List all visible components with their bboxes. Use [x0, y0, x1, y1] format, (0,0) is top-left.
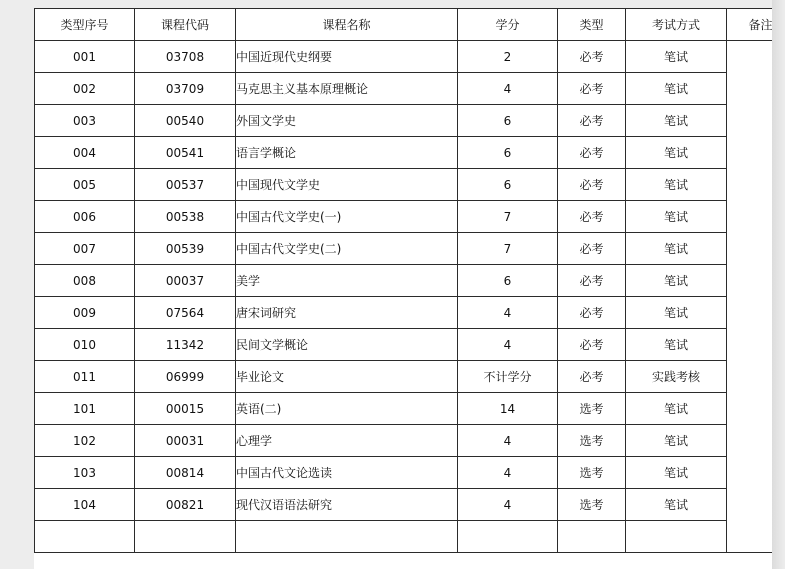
cell-exam: 实践考核: [626, 361, 727, 393]
cell-name: 中国古代文学史(一): [236, 201, 458, 233]
header-name: 课程名称: [236, 9, 458, 41]
cell-exam: 笔试: [626, 265, 727, 297]
course-table: [34, 8, 772, 553]
cell-name: 美学: [236, 265, 458, 297]
cell-type: 必考: [558, 73, 626, 105]
cell-code: 00821: [135, 489, 236, 521]
cell-seq: 009: [35, 297, 135, 329]
cell-seq: 004: [35, 137, 135, 169]
cell-seq: 008: [35, 265, 135, 297]
cell-name: 英语(二): [236, 393, 458, 425]
cell-credit: 2: [458, 41, 558, 73]
cell-credit: [458, 521, 558, 553]
header-credit: 学分: [458, 9, 558, 41]
cell-name: 马克思主义基本原理概论: [236, 73, 458, 105]
cell-name: [236, 521, 458, 553]
cell-code: 00814: [135, 457, 236, 489]
cell-type: 必考: [558, 361, 626, 393]
table-row: [35, 169, 773, 201]
cell-name: 心理学: [236, 425, 458, 457]
header-type: 类型: [558, 9, 626, 41]
cell-code: 03708: [135, 41, 236, 73]
cell-code: 00541: [135, 137, 236, 169]
cell-code: 00015: [135, 393, 236, 425]
table-row: [35, 41, 773, 73]
cell-name: 唐宋词研究: [236, 297, 458, 329]
cell-type: 必考: [558, 233, 626, 265]
cell-credit: 6: [458, 137, 558, 169]
header-exam: 考试方式: [626, 9, 727, 41]
cell-credit: 14: [458, 393, 558, 425]
header-seq: 类型序号: [35, 9, 135, 41]
cell-seq: 005: [35, 169, 135, 201]
cell-type: 选考: [558, 393, 626, 425]
cell-type: 必考: [558, 265, 626, 297]
table-row: [35, 105, 773, 137]
cell-code: 00539: [135, 233, 236, 265]
cell-credit: 4: [458, 489, 558, 521]
cell-type: 必考: [558, 297, 626, 329]
cell-seq: 011: [35, 361, 135, 393]
table-row: [35, 393, 773, 425]
table-row: [35, 489, 773, 521]
cell-seq: 102: [35, 425, 135, 457]
document-sheet: [34, 8, 772, 569]
cell-type: 必考: [558, 201, 626, 233]
cell-seq: 103: [35, 457, 135, 489]
cell-seq: 007: [35, 233, 135, 265]
cell-code: 00540: [135, 105, 236, 137]
cell-credit: 7: [458, 233, 558, 265]
cell-exam: [626, 521, 727, 553]
cell-name: 中国近现代史纲要: [236, 41, 458, 73]
table-row-partial: [35, 521, 773, 553]
cell-type: 选考: [558, 457, 626, 489]
cell-exam: 笔试: [626, 137, 727, 169]
table-row: [35, 233, 773, 265]
table-row: [35, 137, 773, 169]
cell-credit: 4: [458, 329, 558, 361]
table-header-row: [35, 9, 773, 41]
cell-seq: 010: [35, 329, 135, 361]
table-row: [35, 265, 773, 297]
cell-credit: 4: [458, 297, 558, 329]
cell-seq: 002: [35, 73, 135, 105]
table-row: [35, 201, 773, 233]
cell-code: 07564: [135, 297, 236, 329]
cell-code: 03709: [135, 73, 236, 105]
cell-seq: 006: [35, 201, 135, 233]
cell-code: 00537: [135, 169, 236, 201]
cell-seq: [35, 521, 135, 553]
table-row: [35, 457, 773, 489]
cell-type: 选考: [558, 489, 626, 521]
cell-credit: 6: [458, 105, 558, 137]
cell-seq: 101: [35, 393, 135, 425]
cell-exam: 笔试: [626, 457, 727, 489]
page-edge-shadow: [772, 0, 785, 569]
cell-exam: 笔试: [626, 393, 727, 425]
header-remark: 备注: [727, 9, 773, 41]
cell-exam: 笔试: [626, 329, 727, 361]
header-code: 课程代码: [135, 9, 236, 41]
cell-credit: 不计学分: [458, 361, 558, 393]
cell-code: 06999: [135, 361, 236, 393]
cell-exam: 笔试: [626, 201, 727, 233]
cell-type: 必考: [558, 329, 626, 361]
cell-credit: 4: [458, 457, 558, 489]
cell-type: 必考: [558, 105, 626, 137]
table-row: [35, 425, 773, 457]
cell-type: 选考: [558, 425, 626, 457]
cell-type: [558, 521, 626, 553]
cell-name: 毕业论文: [236, 361, 458, 393]
cell-name: 民间文学概论: [236, 329, 458, 361]
cell-name: 中国古代文学史(二): [236, 233, 458, 265]
cell-name: 中国现代文学史: [236, 169, 458, 201]
cell-code: 00037: [135, 265, 236, 297]
cell-code: 11342: [135, 329, 236, 361]
cell-exam: 笔试: [626, 233, 727, 265]
cell-exam: 笔试: [626, 41, 727, 73]
table-row: [35, 329, 773, 361]
cell-seq: 003: [35, 105, 135, 137]
cell-type: 必考: [558, 137, 626, 169]
cell-remark: [727, 41, 773, 553]
cell-exam: 笔试: [626, 489, 727, 521]
cell-exam: 笔试: [626, 425, 727, 457]
table-row: [35, 361, 773, 393]
cell-name: 语言学概论: [236, 137, 458, 169]
cell-code: 00538: [135, 201, 236, 233]
cell-seq: 104: [35, 489, 135, 521]
cell-type: 必考: [558, 169, 626, 201]
cell-code: [135, 521, 236, 553]
cell-exam: 笔试: [626, 297, 727, 329]
cell-credit: 4: [458, 425, 558, 457]
cell-credit: 6: [458, 169, 558, 201]
cell-seq: 001: [35, 41, 135, 73]
table-row: [35, 297, 773, 329]
cell-code: 00031: [135, 425, 236, 457]
cell-exam: 笔试: [626, 73, 727, 105]
cell-credit: 6: [458, 265, 558, 297]
cell-name: 外国文学史: [236, 105, 458, 137]
cell-exam: 笔试: [626, 105, 727, 137]
cell-name: 中国古代文论选读: [236, 457, 458, 489]
cell-credit: 4: [458, 73, 558, 105]
cell-exam: 笔试: [626, 169, 727, 201]
table-row: [35, 73, 773, 105]
cell-name: 现代汉语语法研究: [236, 489, 458, 521]
cell-credit: 7: [458, 201, 558, 233]
cell-type: 必考: [558, 41, 626, 73]
